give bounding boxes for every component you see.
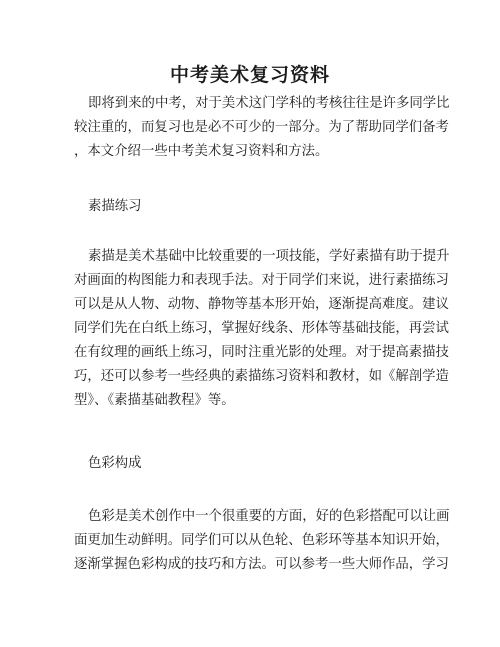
intro-paragraph <box>74 92 450 164</box>
section-heading-color: 色彩构成 <box>88 456 142 471</box>
intro-line: ，本文介绍一些中考美术复习资料和方法。 <box>74 144 329 159</box>
intro-line: 较注重的，而复习也是必不可少的一部分。为了帮助同学们备考 <box>74 120 449 135</box>
document-title: 中考美术复习资料 <box>169 64 330 86</box>
sketch-line: 素描是美术基础中比较重要的一项技能，学好素描有助于提升 <box>88 249 450 264</box>
sketch-line: 巧，还可以参考一些经典的素描练习资料和教材，如《解剖学造 <box>74 369 449 384</box>
sketch-line: 同学们先在白纸上练习，掌握好线条、形体等基础技能，再尝试 <box>74 321 449 336</box>
sketch-line: 在有纹理的画纸上练习，同时注重光影的处理。对于提高素描技 <box>74 345 449 360</box>
sketch-line: 可以是从人物、动物、静物等基本形开始，逐渐提高难度。建议 <box>74 297 449 312</box>
sketch-line: 对画面的构图能力和表现手法。对于同学们来说，进行素描练习 <box>74 273 449 288</box>
color-line: 色彩是美术创作中一个很重要的方面，好的色彩搭配可以让画 <box>88 509 450 524</box>
section-heading-sketch: 素描练习 <box>88 199 142 214</box>
color-paragraph <box>74 505 450 577</box>
color-line: 面更加生动鲜明。同学们可以从色轮、色彩环等基本知识开始， <box>74 533 449 548</box>
intro-line: 即将到来的中考，对于美术这门学科的考核往往是许多同学比 <box>88 96 450 111</box>
sketch-line: 型》、《素描基础教程》等。 <box>74 393 235 408</box>
color-line: 逐渐掌握色彩构成的技巧和方法。可以参考一些大师作品，学习 <box>74 557 449 572</box>
sketch-paragraph <box>74 245 450 413</box>
